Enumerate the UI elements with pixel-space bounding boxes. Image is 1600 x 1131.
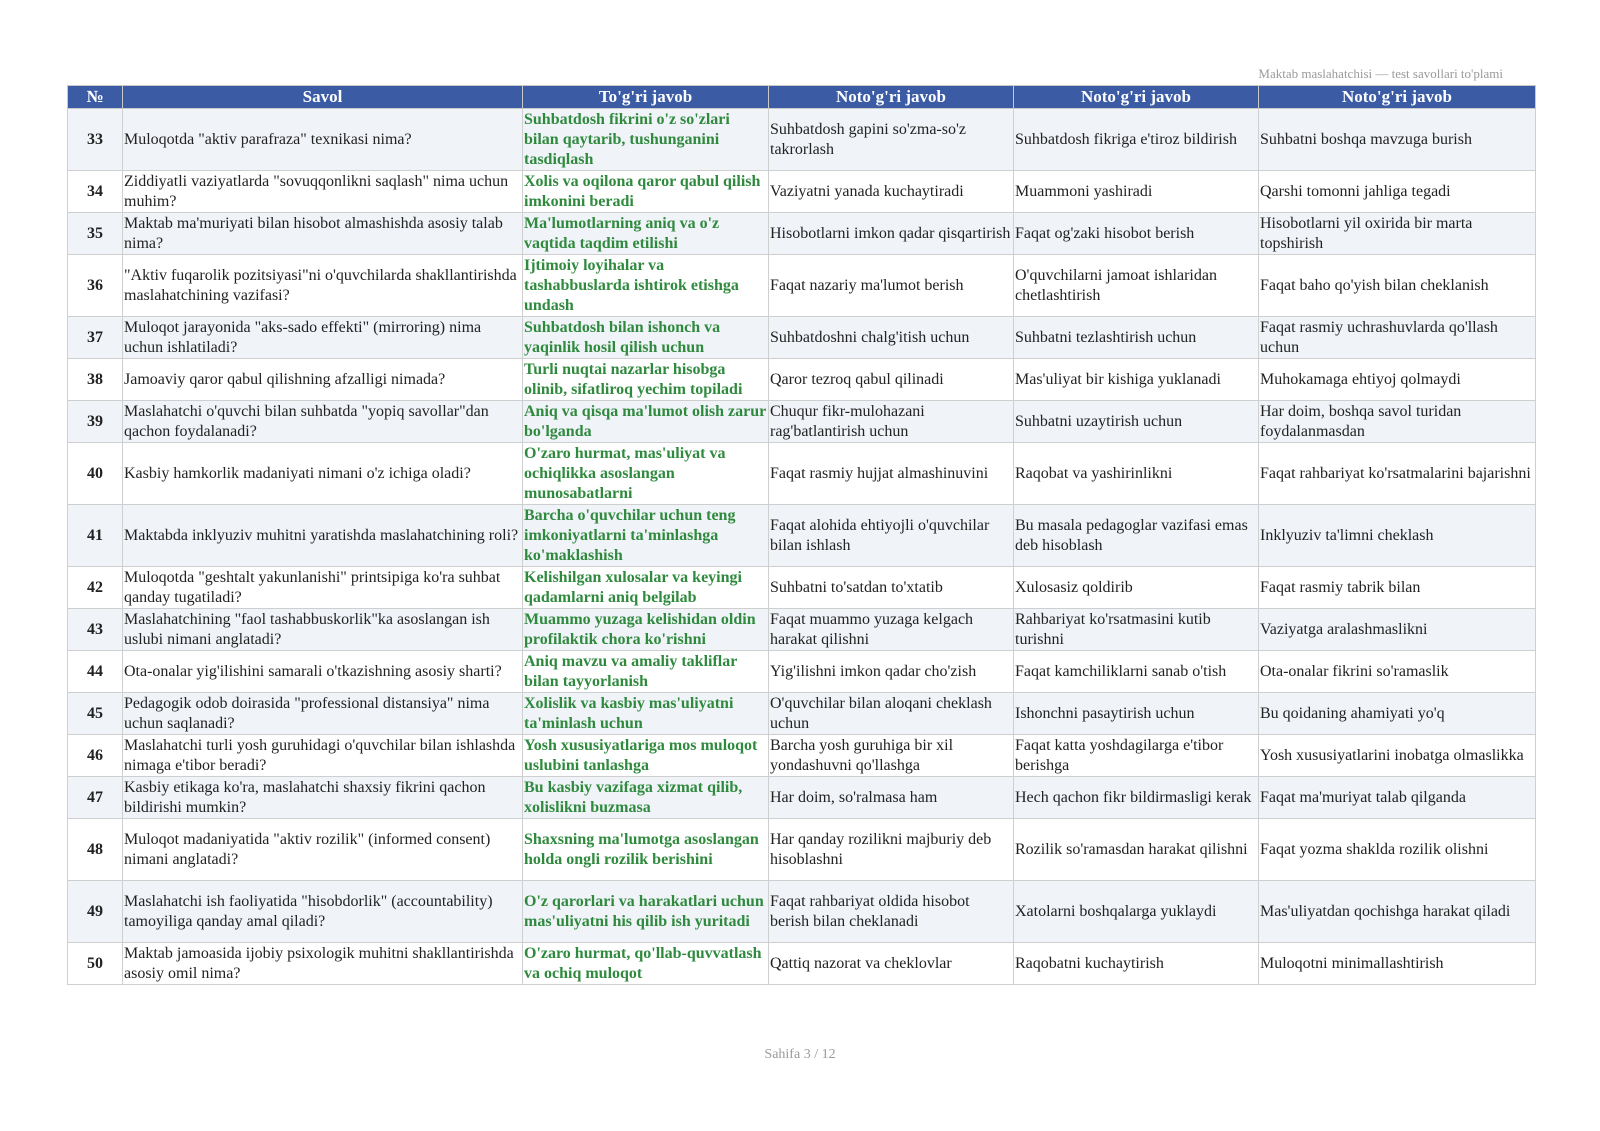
wrong-answer-1: Faqat rasmiy hujjat almashinuvini bbox=[769, 443, 1014, 505]
column-header-question: Savol bbox=[123, 86, 523, 109]
correct-answer: Suhbatdosh fikrini o'z so'zlari bilan qaytarib, tushunganini tasdiqlash bbox=[523, 109, 769, 171]
correct-answer: Yosh xususiyatlariga mos muloqot uslubini tanlashga bbox=[523, 735, 769, 777]
correct-answer: Suhbatdosh bilan ishonch va yaqinlik hosil qilish uchun bbox=[523, 317, 769, 359]
wrong-answer-1: Qaror tezroq qabul qilinadi bbox=[769, 359, 1014, 401]
question-number: 49 bbox=[68, 881, 123, 943]
column-header-wrong-answer-3: Noto'g'ri javob bbox=[1259, 86, 1536, 109]
question-text: Jamoaviy qaror qabul qilishning afzalligi nimada? bbox=[123, 359, 523, 401]
wrong-answer-3: Qarshi tomonni jahliga tegadi bbox=[1259, 171, 1536, 213]
question-number: 44 bbox=[68, 651, 123, 693]
wrong-answer-2: Bu masala pedagoglar vazifasi emas deb hisoblash bbox=[1014, 505, 1259, 567]
question-number: 45 bbox=[68, 693, 123, 735]
running-header: Maktab maslahatchisi — test savollari to'plami bbox=[1258, 66, 1503, 81]
table-row bbox=[68, 359, 1536, 401]
wrong-answer-1: Qattiq nazorat va cheklovlar bbox=[769, 943, 1014, 985]
correct-answer: Aniq va qisqa ma'lumot olish zarur bo'lganda bbox=[523, 401, 769, 443]
wrong-answer-1: Yig'ilishni imkon qadar cho'zish bbox=[769, 651, 1014, 693]
wrong-answer-1: Barcha yosh guruhiga bir xil yondashuvni qo'llashga bbox=[769, 735, 1014, 777]
questions-table bbox=[67, 85, 1536, 985]
question-text: Maslahatchi o'quvchi bilan suhbatda "yopiq savollar"dan qachon foydalanadi? bbox=[123, 401, 523, 443]
wrong-answer-3: Faqat ma'muriyat talab qilganda bbox=[1259, 777, 1536, 819]
question-number: 48 bbox=[68, 819, 123, 881]
wrong-answer-2: Suhbatni tezlashtirish uchun bbox=[1014, 317, 1259, 359]
question-text: Maslahatchining "faol tashabbuskorlik"ka asoslangan ish uslubi nimani anglatadi? bbox=[123, 609, 523, 651]
table-row bbox=[68, 213, 1536, 255]
wrong-answer-3: Yosh xususiyatlarini inobatga olmaslikka bbox=[1259, 735, 1536, 777]
table-row bbox=[68, 255, 1536, 317]
question-number: 50 bbox=[68, 943, 123, 985]
correct-answer: Aniq mavzu va amaliy takliflar bilan tayyorlanish bbox=[523, 651, 769, 693]
wrong-answer-1: Suhbatni to'satdan to'xtatib bbox=[769, 567, 1014, 609]
question-number: 39 bbox=[68, 401, 123, 443]
question-number: 33 bbox=[68, 109, 123, 171]
wrong-answer-3: Bu qoidaning ahamiyati yo'q bbox=[1259, 693, 1536, 735]
question-number: 46 bbox=[68, 735, 123, 777]
question-number: 37 bbox=[68, 317, 123, 359]
questions-table-wrapper bbox=[67, 85, 1535, 985]
wrong-answer-3: Faqat rasmiy uchrashuvlarda qo'llash uchun bbox=[1259, 317, 1536, 359]
question-text: Kasbiy hamkorlik madaniyati nimani o'z ichiga oladi? bbox=[123, 443, 523, 505]
wrong-answer-2: Hech qachon fikr bildirmasligi kerak bbox=[1014, 777, 1259, 819]
correct-answer: Turli nuqtai nazarlar hisobga olinib, sifatliroq yechim topiladi bbox=[523, 359, 769, 401]
question-text: Maslahatchi ish faoliyatida "hisobdorlik" (accountability) tamoyiliga qanday amal qiladi? bbox=[123, 881, 523, 943]
table-body bbox=[68, 109, 1536, 985]
table-row bbox=[68, 567, 1536, 609]
wrong-answer-3: Suhbatni boshqa mavzuga burish bbox=[1259, 109, 1536, 171]
question-text: Muloqotda "aktiv parafraza" texnikasi nima? bbox=[123, 109, 523, 171]
column-header-number: № bbox=[68, 86, 123, 109]
wrong-answer-2: Suhbatdosh fikriga e'tiroz bildirish bbox=[1014, 109, 1259, 171]
wrong-answer-2: Rahbariyat ko'rsatmasini kutib turishni bbox=[1014, 609, 1259, 651]
wrong-answer-2: Faqat kamchiliklarni sanab o'tish bbox=[1014, 651, 1259, 693]
table-header-row bbox=[68, 86, 1536, 109]
wrong-answer-3: Vaziyatga aralashmaslikni bbox=[1259, 609, 1536, 651]
wrong-answer-2: Xulosasiz qoldirib bbox=[1014, 567, 1259, 609]
correct-answer: Barcha o'quvchilar uchun teng imkoniyatlarni ta'minlashga ko'maklashish bbox=[523, 505, 769, 567]
wrong-answer-1: Suhbatdosh gapini so'zma-so'z takrorlash bbox=[769, 109, 1014, 171]
wrong-answer-1: Har qanday rozilikni majburiy deb hisoblashni bbox=[769, 819, 1014, 881]
column-header-wrong-answer-1: Noto'g'ri javob bbox=[769, 86, 1014, 109]
wrong-answer-1: Chuqur fikr-mulohazani rag'batlantirish uchun bbox=[769, 401, 1014, 443]
question-text: Ziddiyatli vaziyatlarda "sovuqqonlikni saqlash" nima uchun muhim? bbox=[123, 171, 523, 213]
column-header-wrong-answer-2: Noto'g'ri javob bbox=[1014, 86, 1259, 109]
correct-answer: O'z qarorlari va harakatlari uchun mas'uliyatni his qilib ish yuritadi bbox=[523, 881, 769, 943]
wrong-answer-3: Muhokamaga ehtiyoj qolmaydi bbox=[1259, 359, 1536, 401]
correct-answer: Muammo yuzaga kelishidan oldin profilaktik chora ko'rishni bbox=[523, 609, 769, 651]
wrong-answer-1: Faqat nazariy ma'lumot berish bbox=[769, 255, 1014, 317]
page-number: Sahifa 3 / 12 bbox=[764, 1047, 836, 1062]
table-row bbox=[68, 317, 1536, 359]
correct-answer: Xolislik va kasbiy mas'uliyatni ta'minlash uchun bbox=[523, 693, 769, 735]
wrong-answer-3: Mas'uliyatdan qochishga harakat qiladi bbox=[1259, 881, 1536, 943]
wrong-answer-2: O'quvchilarni jamoat ishlaridan chetlashtirish bbox=[1014, 255, 1259, 317]
wrong-answer-2: Suhbatni uzaytirish uchun bbox=[1014, 401, 1259, 443]
question-text: Ota-onalar yig'ilishini samarali o'tkazishning asosiy sharti? bbox=[123, 651, 523, 693]
wrong-answer-1: Faqat muammo yuzaga kelgach harakat qilishni bbox=[769, 609, 1014, 651]
wrong-answer-3: Muloqotni minimallashtirish bbox=[1259, 943, 1536, 985]
table-row bbox=[68, 651, 1536, 693]
wrong-answer-2: Faqat katta yoshdagilarga e'tibor berishga bbox=[1014, 735, 1259, 777]
correct-answer: Bu kasbiy vazifaga xizmat qilib, xolislikni buzmasa bbox=[523, 777, 769, 819]
question-text: Maktab jamoasida ijobiy psixologik muhitni shakllantirishda asosiy omil nima? bbox=[123, 943, 523, 985]
question-text: Maktabda inklyuziv muhitni yaratishda maslahatchining roli? bbox=[123, 505, 523, 567]
wrong-answer-2: Ishonchni pasaytirish uchun bbox=[1014, 693, 1259, 735]
question-text: Kasbiy etikaga ko'ra, maslahatchi shaxsiy fikrini qachon bildirishi mumkin? bbox=[123, 777, 523, 819]
wrong-answer-3: Faqat rahbariyat ko'rsatmalarini bajarishni bbox=[1259, 443, 1536, 505]
table-row bbox=[68, 943, 1536, 985]
question-text: Pedagogik odob doirasida "professional distansiya" nima uchun saqlanadi? bbox=[123, 693, 523, 735]
table-row bbox=[68, 777, 1536, 819]
wrong-answer-1: Hisobotlarni imkon qadar qisqartirish bbox=[769, 213, 1014, 255]
wrong-answer-3: Faqat baho qo'yish bilan cheklanish bbox=[1259, 255, 1536, 317]
table-row bbox=[68, 505, 1536, 567]
wrong-answer-2: Rozilik so'ramasdan harakat qilishni bbox=[1014, 819, 1259, 881]
table-row bbox=[68, 401, 1536, 443]
wrong-answer-2: Raqobatni kuchaytirish bbox=[1014, 943, 1259, 985]
wrong-answer-2: Xatolarni boshqalarga yuklaydi bbox=[1014, 881, 1259, 943]
table-row bbox=[68, 819, 1536, 881]
wrong-answer-2: Raqobat va yashirinlikni bbox=[1014, 443, 1259, 505]
wrong-answer-1: Vaziyatni yanada kuchaytiradi bbox=[769, 171, 1014, 213]
question-number: 38 bbox=[68, 359, 123, 401]
column-header-correct-answer: To'g'ri javob bbox=[523, 86, 769, 109]
question-number: 34 bbox=[68, 171, 123, 213]
wrong-answer-1: O'quvchilar bilan aloqani cheklash uchun bbox=[769, 693, 1014, 735]
question-number: 41 bbox=[68, 505, 123, 567]
table-row bbox=[68, 171, 1536, 213]
table-row bbox=[68, 735, 1536, 777]
question-text: Maktab ma'muriyati bilan hisobot almashishda asosiy talab nima? bbox=[123, 213, 523, 255]
correct-answer: Ijtimoiy loyihalar va tashabbuslarda ishtirok etishga undash bbox=[523, 255, 769, 317]
question-number: 35 bbox=[68, 213, 123, 255]
wrong-answer-3: Har doim, boshqa savol turidan foydalanmasdan bbox=[1259, 401, 1536, 443]
correct-answer: Ma'lumotlarning aniq va o'z vaqtida taqdim etilishi bbox=[523, 213, 769, 255]
wrong-answer-2: Mas'uliyat bir kishiga yuklanadi bbox=[1014, 359, 1259, 401]
question-number: 43 bbox=[68, 609, 123, 651]
wrong-answer-1: Suhbatdoshni chalg'itish uchun bbox=[769, 317, 1014, 359]
wrong-answer-1: Faqat alohida ehtiyojli o'quvchilar bilan ishlash bbox=[769, 505, 1014, 567]
correct-answer: Kelishilgan xulosalar va keyingi qadamlarni aniq belgilab bbox=[523, 567, 769, 609]
question-text: Muloqot madaniyatida "aktiv rozilik" (informed consent) nimani anglatadi? bbox=[123, 819, 523, 881]
table-row bbox=[68, 693, 1536, 735]
question-number: 47 bbox=[68, 777, 123, 819]
table-row bbox=[68, 609, 1536, 651]
correct-answer: Shaxsning ma'lumotga asoslangan holda ongli rozilik berishini bbox=[523, 819, 769, 881]
correct-answer: Xolis va oqilona qaror qabul qilish imkonini beradi bbox=[523, 171, 769, 213]
question-number: 42 bbox=[68, 567, 123, 609]
correct-answer: O'zaro hurmat, qo'llab-quvvatlash va ochiq muloqot bbox=[523, 943, 769, 985]
wrong-answer-3: Hisobotlarni yil oxirida bir marta topshirish bbox=[1259, 213, 1536, 255]
table-row bbox=[68, 109, 1536, 171]
question-text: "Aktiv fuqarolik pozitsiyasi"ni o'quvchilarda shakllantirishda maslahatchining vazifasi? bbox=[123, 255, 523, 317]
question-number: 36 bbox=[68, 255, 123, 317]
question-text: Muloqot jarayonida "aks-sado effekti" (mirroring) nima uchun ishlatiladi? bbox=[123, 317, 523, 359]
question-number: 40 bbox=[68, 443, 123, 505]
table-row bbox=[68, 881, 1536, 943]
question-text: Muloqotda "geshtalt yakunlanishi" printsipiga ko'ra suhbat qanday tugatiladi? bbox=[123, 567, 523, 609]
wrong-answer-2: Faqat og'zaki hisobot berish bbox=[1014, 213, 1259, 255]
wrong-answer-1: Har doim, so'ralmasa ham bbox=[769, 777, 1014, 819]
wrong-answer-3: Faqat yozma shaklda rozilik olishni bbox=[1259, 819, 1536, 881]
wrong-answer-3: Faqat rasmiy tabrik bilan bbox=[1259, 567, 1536, 609]
wrong-answer-1: Faqat rahbariyat oldida hisobot berish bilan cheklanadi bbox=[769, 881, 1014, 943]
table-row bbox=[68, 443, 1536, 505]
wrong-answer-3: Inklyuziv ta'limni cheklash bbox=[1259, 505, 1536, 567]
wrong-answer-3: Ota-onalar fikrini so'ramaslik bbox=[1259, 651, 1536, 693]
question-text: Maslahatchi turli yosh guruhidagi o'quvchilar bilan ishlashda nimaga e'tibor beradi? bbox=[123, 735, 523, 777]
wrong-answer-2: Muammoni yashiradi bbox=[1014, 171, 1259, 213]
correct-answer: O'zaro hurmat, mas'uliyat va ochiqlikka asoslangan munosabatlarni bbox=[523, 443, 769, 505]
